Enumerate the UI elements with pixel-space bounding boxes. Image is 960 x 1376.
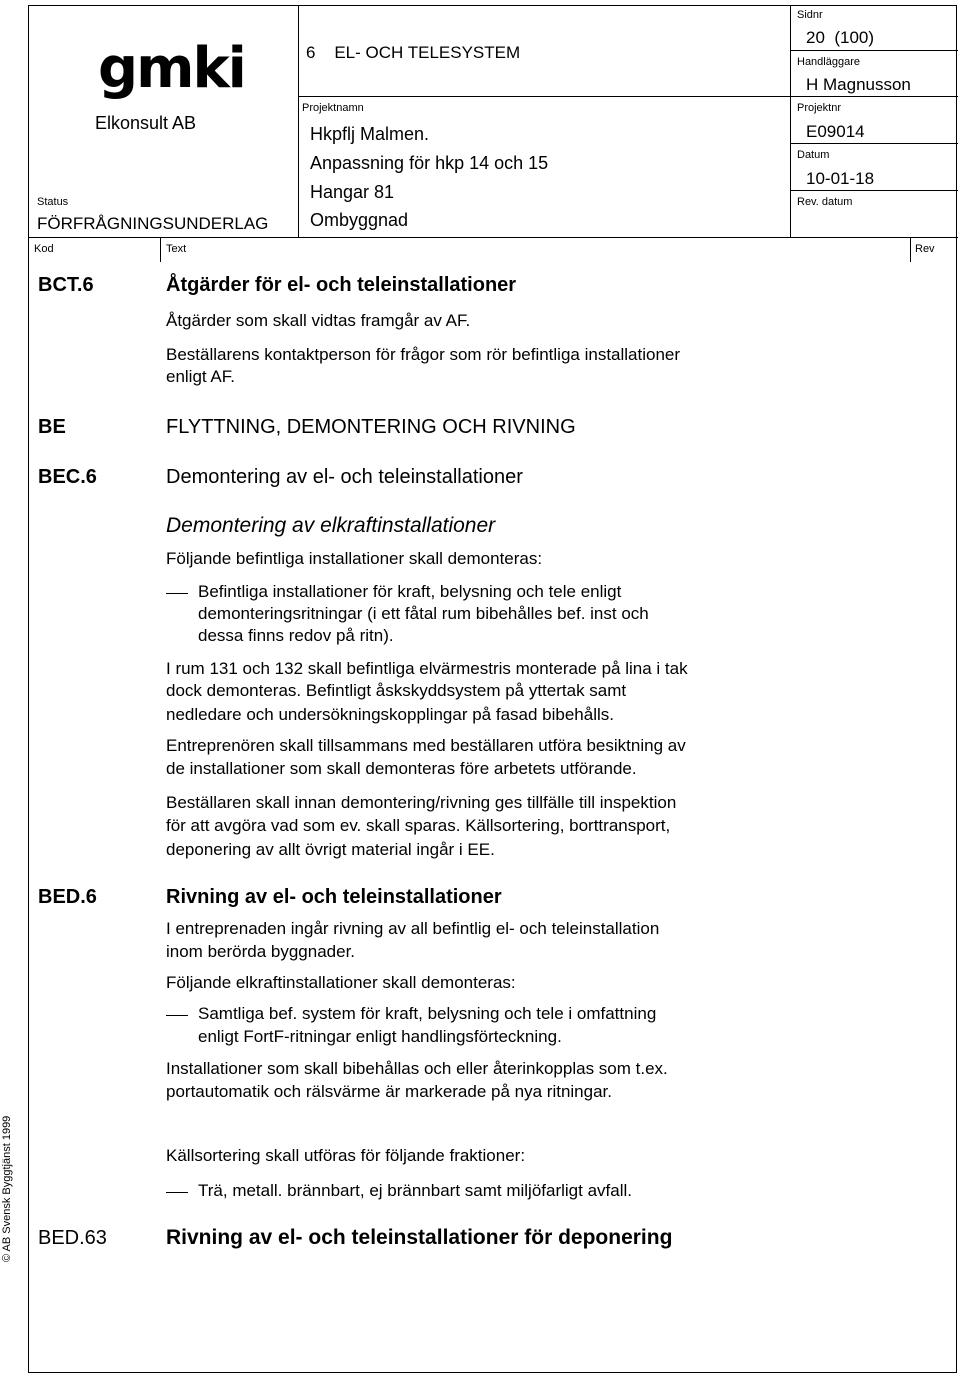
paragraph-text: Entreprenören skall tillsammans med beställaren utföra besiktning av xyxy=(166,736,686,755)
header-cell-line-2 xyxy=(790,96,958,97)
list-item-text: Samtliga bef. system för kraft, belysning och tele i omfattning xyxy=(198,1004,657,1023)
projektnamn-line-1: Hkpflj Malmen. xyxy=(310,124,430,144)
column-divider-kod xyxy=(160,237,161,262)
heading-bed63: Rivning av el- och teleinstallationer för deponering xyxy=(166,1226,673,1249)
paragraph-text: Följande elkraftinstallationer skall demonteras: xyxy=(166,973,516,992)
column-kod: Kod xyxy=(34,243,54,255)
projektnamn-line-4: Ombyggnad xyxy=(310,210,409,230)
list-item-text: Trä, metall. brännbart, ej brännbart samt miljöfarligt avfall. xyxy=(198,1181,632,1200)
column-divider-rev xyxy=(910,237,911,262)
subheading-bec: Demontering av elkraftinstallationer xyxy=(166,514,496,537)
paragraph-text: Följande befintliga installationer skall demonteras: xyxy=(166,549,543,568)
list-item-text: dessa finns redov på ritn). xyxy=(198,626,394,645)
list-item-text: enligt FortF-ritningar enligt handlingsförteckning. xyxy=(198,1027,562,1046)
projektnamn-line-2: Anpassning för hkp 14 och 15 xyxy=(310,153,549,173)
handlaggare-label: Handläggare xyxy=(797,56,860,68)
paragraph-text: Beställaren skall innan demontering/rivning ges tillfälle till inspektion xyxy=(166,793,677,812)
section-title: 6 EL- OCH TELESYSTEM xyxy=(306,43,521,62)
projektnr-value: E09014 xyxy=(806,122,865,141)
handlaggare-value: H Magnusson xyxy=(806,75,911,94)
heading-bct: Åtgärder för el- och teleinstallationer xyxy=(166,274,517,296)
header-divider-1 xyxy=(298,5,299,237)
paragraph-text: nedledare och undersökningskopplingar på fasad bibehålls. xyxy=(166,705,614,724)
sidnr-value: 20 (100) xyxy=(806,28,875,47)
paragraph-text: inom berörda byggnader. xyxy=(166,942,356,961)
revdatum-label: Rev. datum xyxy=(797,196,853,208)
projektnamn-line-3: Hangar 81 xyxy=(310,182,395,202)
paragraph-text: Åtgärder som skall vidtas framgår av AF. xyxy=(166,311,471,330)
datum-label: Datum xyxy=(797,149,830,161)
company-name: Elkonsult AB xyxy=(95,113,197,133)
header-cell-line-3 xyxy=(790,143,958,144)
heading-bed: Rivning av el- och teleinstallationer xyxy=(166,886,502,908)
code-bed: BED.6 xyxy=(38,886,97,908)
header-divider-2 xyxy=(790,5,791,237)
list-item-text: Befintliga installationer för kraft, belysning och tele enligt xyxy=(198,582,622,601)
code-bct: BCT.6 xyxy=(38,274,94,296)
paragraph-text: portautomatik och rälsvärme är markerade på nya ritningar. xyxy=(166,1082,612,1101)
heading-bec: Demontering av el- och teleinstallationer xyxy=(166,466,523,488)
projektnamn-label: Projektnamn xyxy=(302,102,364,114)
paragraph-text: Källsortering skall utföras för följande fraktioner: xyxy=(166,1146,526,1165)
copyright-side-text: © AB Svensk Byggtjänst 1999 xyxy=(1,1115,13,1262)
header-row-line xyxy=(298,96,790,97)
sidnr-label: Sidnr xyxy=(797,9,823,21)
list-dash xyxy=(166,593,188,594)
heading-be: FLYTTNING, DEMONTERING OCH RIVNING xyxy=(166,416,576,438)
status-label: Status xyxy=(37,196,69,208)
code-bed63: BED.63 xyxy=(38,1227,107,1249)
company-logo: gmki xyxy=(98,36,245,101)
header-bottom-line xyxy=(28,237,958,238)
paragraph-text: I rum 131 och 132 skall befintliga elvärmestris monterade på lina i tak xyxy=(166,659,688,678)
list-dash xyxy=(166,1015,188,1016)
column-text: Text xyxy=(166,243,187,255)
paragraph-text: dock demonteras. Befintligt åskskyddsystem på yttertak samt xyxy=(166,681,627,700)
column-rev: Rev xyxy=(915,243,935,255)
code-be: BE xyxy=(38,416,66,438)
paragraph-text: Beställarens kontaktperson för frågor som rör befintliga installationer xyxy=(166,345,681,364)
paragraph-text: de installationer som skall demonteras före arbetets utförande. xyxy=(166,759,637,778)
header-cell-line-1 xyxy=(790,50,958,51)
header-cell-line-4 xyxy=(790,190,958,191)
code-bec: BEC.6 xyxy=(38,466,97,488)
list-item-text: demonteringsritningar (i ett fåtal rum bibehålles bef. inst och xyxy=(198,604,649,623)
list-dash xyxy=(166,1192,188,1193)
projektnr-label: Projektnr xyxy=(797,102,842,114)
status-value: FÖRFRÅGNINGSUNDERLAG xyxy=(37,214,269,233)
paragraph-text: för att avgöra vad som ev. skall sparas. Källsortering, borttransport, xyxy=(166,816,671,835)
paragraph-text: I entreprenaden ingår rivning av all befintlig el- och teleinstallation xyxy=(166,919,660,938)
datum-value: 10-01-18 xyxy=(806,169,875,188)
paragraph-text: enligt AF. xyxy=(166,367,235,386)
paragraph-text: Installationer som skall bibehållas och eller återinkopplas som t.ex. xyxy=(166,1059,668,1078)
paragraph-text: deponering av allt övrigt material ingår i EE. xyxy=(166,840,495,859)
